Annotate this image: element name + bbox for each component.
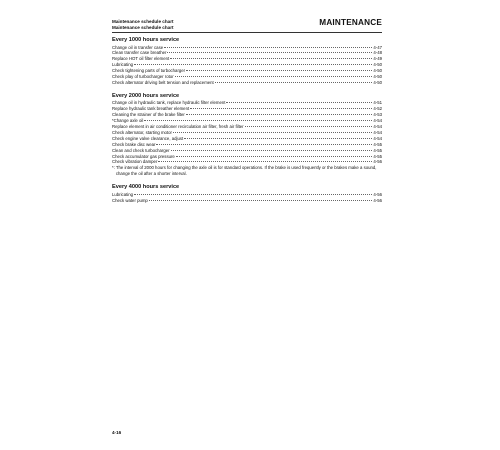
- item-label: Replace hydraulic tank breather element: [112, 106, 190, 112]
- page-number: 4-16: [112, 430, 122, 435]
- page-reference: 4-54: [373, 118, 382, 124]
- dot-leader: [170, 58, 372, 59]
- dot-leader: [190, 108, 372, 109]
- dot-leader: [173, 132, 372, 133]
- item-label: *Change axle oil: [112, 118, 144, 124]
- item-label: Clean transfer case breather: [112, 50, 167, 56]
- footnote: [112, 165, 382, 177]
- item-label: Check accumulator gas pressure: [112, 153, 175, 159]
- dot-leader: [134, 194, 372, 195]
- dot-leader: [226, 102, 372, 103]
- dot-leader: [176, 156, 373, 157]
- service-section-2000h: [112, 92, 382, 177]
- header-divider: [112, 32, 382, 33]
- item-label: Change oil in hydraulic tank, replace hydraulic filter element: [112, 100, 226, 106]
- service-section-1000h: [112, 36, 382, 86]
- item-label: Check alternator, starting motor: [112, 129, 172, 135]
- dot-leader: [144, 120, 372, 121]
- item-label: Replace element in air conditioner recirculation air filter, fresh air filter: [112, 123, 244, 129]
- page-reference: 4-50: [373, 62, 382, 68]
- dot-leader: [171, 150, 373, 151]
- page-reference: 4-50: [373, 74, 382, 80]
- dot-leader: [186, 114, 373, 115]
- section-heading: MAINTENANCE: [319, 18, 382, 27]
- dot-leader: [158, 161, 372, 162]
- section-title: Every 1000 hours service: [112, 37, 180, 43]
- dot-leader: [175, 76, 373, 77]
- item-label: Clean and check turbocharger: [112, 147, 170, 153]
- page-reference: 4-54: [373, 123, 382, 129]
- schedule-content: [112, 36, 382, 209]
- footnote-text: The interval of 2000 hours for changing the axle oil is for standard operations. If the brake is used frequently or the brakes make a sound, change the oil after a shorter interval.: [115, 165, 377, 177]
- footnote-mark: *:: [112, 165, 115, 171]
- section-title: Every 2000 hours service: [112, 92, 180, 99]
- dot-leader: [156, 144, 372, 145]
- page-reference: 4-49: [373, 56, 382, 62]
- page-reference: 4-50: [373, 68, 382, 74]
- page-reference: 4-52: [373, 106, 382, 112]
- page-reference: 4-56: [373, 159, 382, 165]
- item-label: Check engine valve clearance, adjust: [112, 135, 184, 141]
- page-reference: 4-55: [373, 147, 382, 153]
- page-reference: 4-54: [373, 135, 382, 141]
- dot-leader: [167, 52, 372, 53]
- item-label: Lubricating: [112, 62, 134, 68]
- item-label: Check water pump: [112, 197, 148, 203]
- page-reference: 4-53: [373, 112, 382, 118]
- page-reference: 4-56: [373, 197, 382, 203]
- item-label: Change oil in transfer case: [112, 44, 164, 50]
- list-item: [112, 80, 382, 86]
- header-topic-line: Maintenance schedule chart: [112, 25, 174, 30]
- dot-leader: [186, 70, 372, 71]
- item-label: Lubricating: [112, 191, 134, 197]
- item-label: Check play of turbocharger rotor: [112, 74, 174, 80]
- page-reference: 4-54: [373, 129, 382, 135]
- item-label: Check tightening parts of turbocharger: [112, 68, 186, 74]
- item-label: Check vibration damper: [112, 159, 158, 165]
- page-reference: 4-55: [373, 153, 382, 159]
- dot-leader: [164, 47, 372, 48]
- service-section-4000h: [112, 183, 382, 203]
- item-label: Replace HOT oil filter element: [112, 56, 170, 62]
- page-reference: 4-50: [373, 79, 382, 85]
- dot-leader: [215, 82, 373, 83]
- page-reference: 4-48: [373, 50, 382, 56]
- page-reference: 4-56: [373, 191, 382, 197]
- page-reference: 4-51: [373, 100, 382, 106]
- dot-leader: [149, 200, 373, 201]
- page-reference: 4-47: [373, 44, 382, 50]
- dot-leader: [184, 138, 372, 139]
- dot-leader: [134, 64, 372, 65]
- section-title: Every 4000 hours service: [112, 184, 180, 191]
- dot-leader: [245, 126, 373, 127]
- page-reference: 4-55: [373, 141, 382, 147]
- item-label: Check brake disc wear: [112, 141, 156, 147]
- list-item: [112, 198, 382, 204]
- header-chapter-line: Maintenance schedule chart: [112, 19, 174, 24]
- item-label: Check alternator driving belt tension and replacement: [112, 79, 214, 85]
- item-label: Cleaning the strainer of the brake filter: [112, 112, 185, 118]
